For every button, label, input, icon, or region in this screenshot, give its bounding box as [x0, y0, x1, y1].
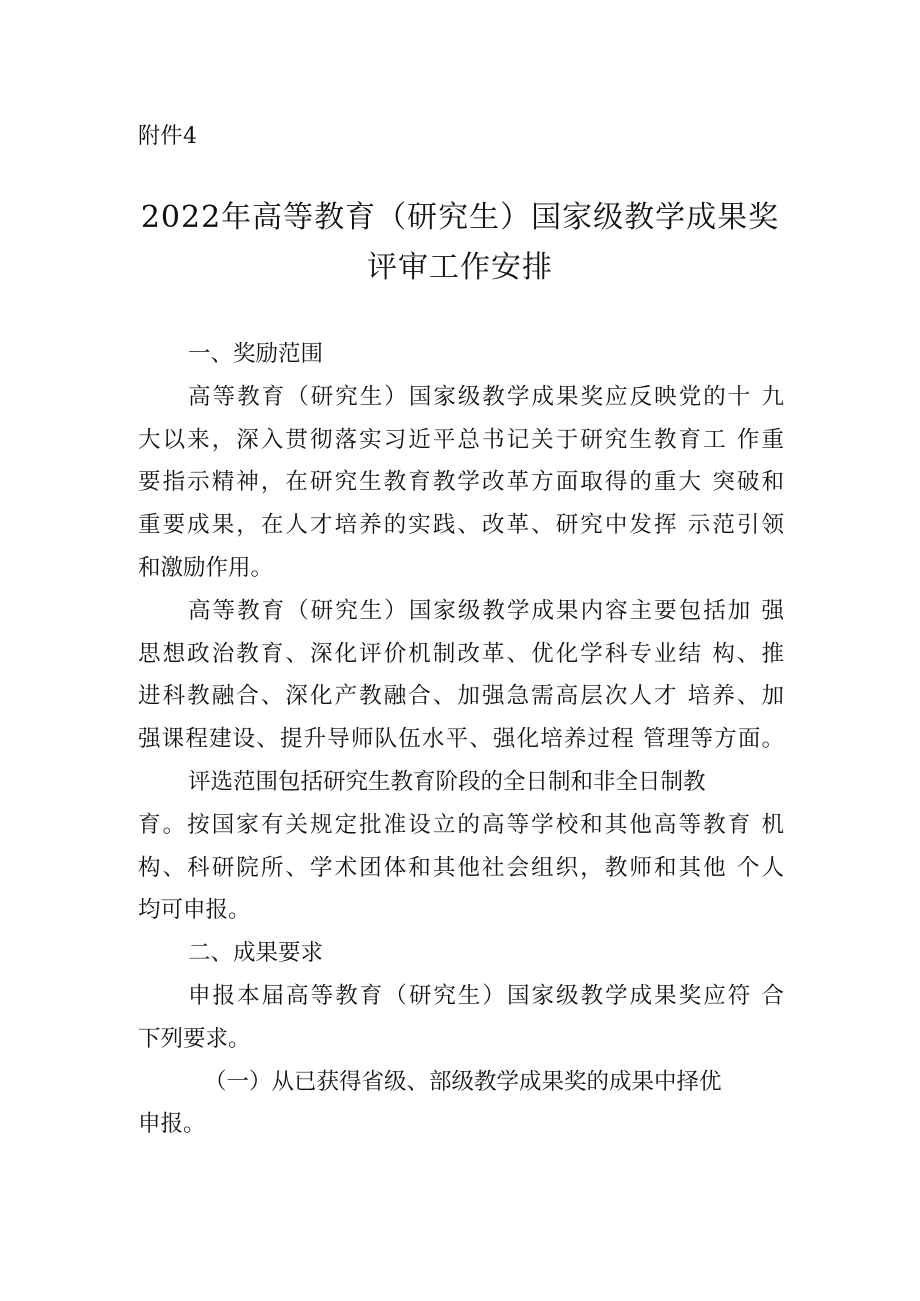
paragraph-line: 育。按国家有关规定批准设立的高等学校和其他高等教育 机: [138, 811, 784, 838]
paragraph-line: 高等教育（研究生）国家级教学成果内容主要包括加 强: [188, 597, 784, 624]
paragraph-line: 和激励作用。: [138, 554, 274, 581]
paragraph-line: 大以来，深入贯彻落实习近平总书记关于研究生教育工 作重: [138, 426, 784, 453]
paragraph-line: 申报本届高等教育（研究生）国家级教学成果奖应符 合: [188, 982, 784, 1009]
paragraph-line: 要指示精神，在研究生教育教学改革方面取得的重大 突破和: [138, 469, 784, 496]
list-item-line: 申报。: [138, 1111, 206, 1138]
paragraph-line: 进科教融合、深化产教融合、加强急需高层次人才 培养、加: [138, 683, 784, 710]
paragraph-line: 高等教育（研究生）国家级教学成果奖应反映党的十 九: [188, 383, 784, 410]
paragraph-line: 思想政治教育、深化评价机制改革、优化学科专业结 构、推: [138, 640, 784, 667]
document-title-line-2: 评审工作安排: [367, 250, 553, 285]
attachment-label: 附件4: [138, 124, 198, 149]
list-item-line: （一）从已获得省级、部级教学成果奖的成果中择优: [204, 1068, 722, 1095]
paragraph-line: 均可申报。: [138, 897, 251, 924]
paragraph-line: 下列要求。: [138, 1025, 251, 1052]
section-heading-award-scope: 一、奖励范围: [188, 341, 324, 367]
paragraph-line: 强课程建设、提升导师队伍水平、强化培养过程 管理等方面。: [138, 726, 784, 753]
paragraph-line: 重要成果，在人才培养的实践、改革、研究中发挥 示范引领: [138, 512, 784, 539]
paragraph-line: 构、科研院所、学术团体和其他社会组织，教师和其他 个人: [138, 854, 784, 881]
paragraph-line: 评选范围包括研究生教育阶段的全日制和非全日制教: [188, 768, 706, 795]
document-title-line-1: 2022年高等教育（研究生）国家级教学成果奖: [140, 200, 780, 235]
section-heading-requirements: 二、成果要求: [188, 940, 324, 967]
document-body: [138, 333, 784, 1146]
